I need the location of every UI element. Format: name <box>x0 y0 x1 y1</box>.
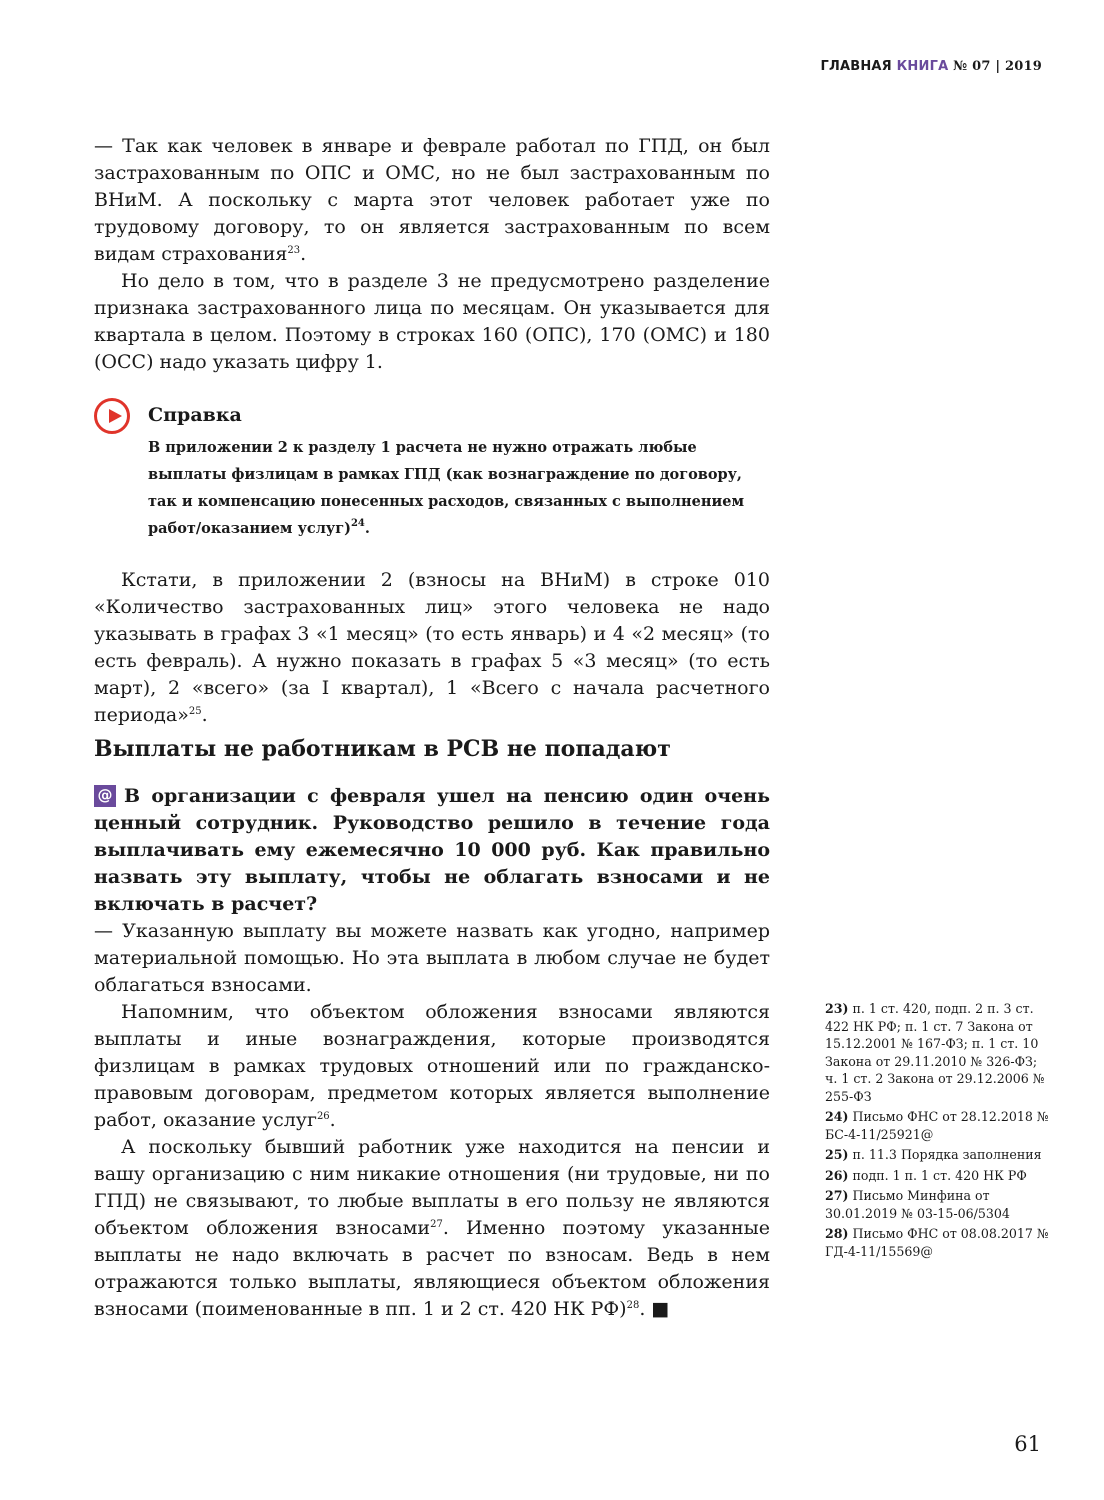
paragraph <box>94 999 770 1134</box>
paragraph <box>94 1134 770 1323</box>
footnote-number: 26) <box>825 1167 849 1183</box>
page-number: 61 <box>1014 1432 1041 1456</box>
note-text: В приложении 2 к разделу 1 расчета не нужно отражать любые выплаты физлицам в рамках ГПД (как вознаграждение по договору, так и компенсацию понесенных расходов, связанных с выполнением работ/оказанием услуг) <box>148 439 745 537</box>
footnote-ref[interactable]: 25 <box>188 706 202 717</box>
footnote-text: подп. 1 п. 1 ст. 420 НК РФ <box>852 1167 1027 1183</box>
question-text: В организации с февраля ушел на пенсию один очень ценный сотрудник. Руководство решило в течение года выплачивать ему ежемесячно 10 000 руб. Как правильно назвать эту выплату, чтобы не облагать взносами и не включать в расчет? <box>94 785 770 915</box>
paragraph-text: . Именно поэтому указанные выплаты не надо включать в расчет по взносам. Ведь в нем отражаются только выплаты, являющиеся объектом обложения взносами (поименованные в пп. 1 и 2 ст. 420 НК РФ) <box>94 1217 771 1320</box>
footnote <box>825 1167 1050 1185</box>
footnote-ref[interactable]: 24 <box>350 518 365 529</box>
section-heading: Выплаты не работникам в РСВ не попадают <box>94 736 671 762</box>
note-body <box>148 434 772 542</box>
footnote-number: 24) <box>825 1109 849 1124</box>
footnote-text: Письмо ФНС от 28.12.2018 № БС-4-11/25921@ <box>825 1109 1049 1142</box>
footnote <box>825 1146 1050 1164</box>
paragraph <box>94 567 770 729</box>
paragraph-text: — Так как человек в январе и феврале работал по ГПД, он был застрахованным по ОПС и ОМС, но не был застрахованным по ВНиМ. А поскольку с марта этот человек работает уже по трудовому договору, то он является застрахованным по всем видам страхования <box>94 135 770 265</box>
footnote-text: п. 1 ст. 420, подп. 2 п. 3 ст. 422 НК РФ; п. 1 ст. 7 Закона от 15.12.2001 № 167-ФЗ; п. 1 ст. 10 Закона от 29.11.2010 № 326-ФЗ; ч. 1 ст. 2 Закона от 29.12.2006 № 255-ФЗ <box>825 1001 1045 1104</box>
note-title: Справка <box>148 404 242 426</box>
footnote-number: 23) <box>825 1001 849 1016</box>
paragraph <box>94 133 770 268</box>
footnote-ref[interactable]: 23 <box>287 245 301 256</box>
article-intro <box>94 133 770 376</box>
footnotes <box>825 1000 1050 1263</box>
article-continuation <box>94 567 770 729</box>
paragraph-text: А поскольку бывший работник уже находится на пенсии и вашу организацию с ним никакие отношения (ни трудовые, ни по ГПД) не связывают, то любые выплаты в его пользу не являются объектом обложения взносами <box>94 1136 770 1239</box>
issue-number: № 07 | 2019 <box>953 59 1042 74</box>
paragraph-text: Напомним, что объектом обложения взносами являются выплаты и иные вознаграждения, которые производятся физлицам в рамках трудовых отношений или по гражданско-правовым договорам, предметом которых является выполнение работ, оказание услуг <box>94 1001 770 1131</box>
email-at-icon: @ <box>94 785 116 807</box>
footnote <box>825 1225 1050 1260</box>
footnote-ref[interactable]: 27 <box>430 1219 443 1230</box>
qa-section <box>94 783 770 1323</box>
footnote-ref[interactable]: 28 <box>626 1300 640 1311</box>
answer: — Указанную выплату вы можете назвать как угодно, например материальной помощью. Но эта выплата в любом случае не будет облагаться взносами. <box>94 920 770 996</box>
running-header <box>820 59 1042 74</box>
punct: . <box>201 704 208 726</box>
footnote-ref[interactable]: 26 <box>316 1111 330 1122</box>
brand-name-accent: КНИГА <box>896 59 949 74</box>
footnote-text: Письмо Минфина от 30.01.2019 № 03-15-06/5304 <box>825 1188 1010 1221</box>
footnote <box>825 1187 1050 1222</box>
end-mark: . ■ <box>639 1298 670 1320</box>
footnote-number: 27) <box>825 1188 849 1203</box>
footnote-number: 25) <box>825 1147 849 1162</box>
footnote-text: п. 11.3 Порядка заполнения <box>852 1147 1042 1162</box>
punct: . <box>329 1109 336 1131</box>
brand-name: ГЛАВНАЯ <box>820 59 892 74</box>
footnote-text: Письмо ФНС от 08.08.2017 № ГД-4-11/15569@ <box>825 1226 1049 1259</box>
punct: . <box>364 520 370 537</box>
punct: . <box>300 243 307 265</box>
footnote <box>825 1000 1050 1105</box>
paragraph: Но дело в том, что в разделе 3 не предусмотрено разделение признака застрахованного лица по месяцам. Он указывается для квартала в целом. Поэтому в строках 160 (ОПС), 170 (ОМС) и 180 (ОСС) надо указать цифру 1. <box>94 270 770 373</box>
footnote-number: 28) <box>825 1226 849 1241</box>
footnote <box>825 1108 1050 1143</box>
play-circle-icon <box>94 398 130 434</box>
paragraph-text: Кстати, в приложении 2 (взносы на ВНиМ) в строке 010 «Количество застрахованных лиц» этого человека не надо указывать в графах 3 «1 месяц» (то есть январь) и 4 «2 месяц» (то есть февраль). А нужно показать в графах 5 «3 месяц» (то есть март), 2 «всего» (за I квартал), 1 «Всего с начала расчетного периода» <box>94 569 770 726</box>
question <box>94 783 770 918</box>
